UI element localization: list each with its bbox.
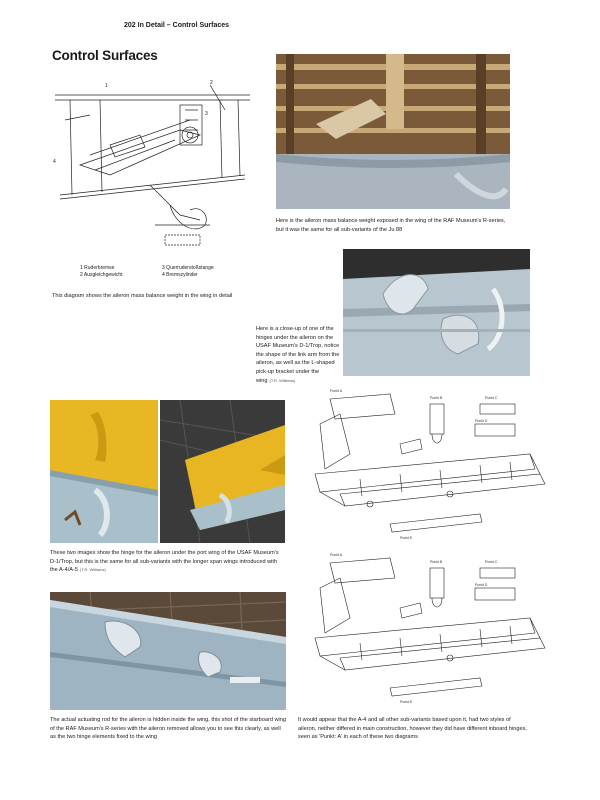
svg-text:Punkt E: Punkt E	[400, 700, 413, 704]
photo-port-wing-hinge-right	[160, 400, 285, 543]
legend-item: 2 Ausgleichgewicht	[80, 272, 123, 278]
svg-text:2: 2	[210, 80, 213, 86]
svg-text:Punkt D: Punkt D	[475, 419, 488, 423]
svg-text:1: 1	[105, 83, 108, 89]
photo-credit: (T.R. Williams)	[80, 567, 106, 573]
page-title: Control Surfaces	[52, 48, 158, 63]
svg-text:Punkt A: Punkt A	[330, 389, 343, 393]
photo-starboard-wing-actuating-rod	[50, 592, 286, 710]
caption-photo-1: Here is the aileron mass balance weight exposed in the wing of the RAF Museum's R-series, but it was the same for all sub-variants of the Ju 88	[276, 218, 506, 233]
svg-text:Punkt B: Punkt B	[430, 396, 443, 400]
legend-item: 4 Bremszylinder	[162, 272, 198, 278]
legend-item: 3 Querruderstoßstange	[162, 265, 214, 271]
svg-text:4: 4	[53, 159, 56, 165]
svg-text:Punkt E: Punkt E	[400, 536, 413, 540]
caption-diagrams-right: It would appear that the A-4 and all other sub-variants based upon it, had two styles of aileron, neither differed in main construction, however they did have different inboard hinges, seen as 'Punkt: A' in each of these two diagrams	[298, 717, 527, 741]
running-header: 202 In Detail – Control Surfaces	[124, 22, 230, 29]
aileron-assembly-drawing-1	[300, 384, 550, 544]
svg-text:Punkt A: Punkt A	[330, 553, 343, 557]
svg-text:Punkt C: Punkt C	[485, 396, 498, 400]
aileron-mass-balance-drawing	[50, 75, 255, 260]
caption-diagram: This diagram shows the aileron mass balance weight in the wing in detail	[52, 293, 233, 299]
caption-photo-3-4-text: These two images show the hinge for the aileron under the port wing of the USAF Museum's D-1/Trop, but this is the same for all sub-variants with the longer span wings introduced with the A-4/A-5	[50, 550, 279, 574]
caption-photo-3-4	[50, 549, 285, 575]
svg-text:Punkt C: Punkt C	[485, 560, 498, 564]
diagram-legend	[80, 265, 232, 279]
svg-text:3: 3	[205, 111, 208, 117]
photo-port-wing-hinge-left	[50, 400, 158, 543]
svg-text:Punkt B: Punkt B	[430, 560, 443, 564]
caption-photo-2-text: Here is a close-up of one of the hinges under the aileron on the USAF Museum's D-1/Trop, notice the shape of the link arm from the aileron, as well as the L-shaped pick-up bracket under the wing	[256, 326, 340, 384]
svg-text:Punkt D: Punkt D	[475, 583, 488, 587]
photo-mass-balance-weight	[276, 54, 510, 209]
aileron-assembly-drawing-2	[300, 548, 550, 708]
legend-item: 1 Ruderbremse	[80, 265, 115, 271]
photo-credit: (T.R. Williams)	[269, 377, 296, 383]
photo-aileron-hinge-closeup	[343, 249, 530, 376]
caption-photo-5: The actual actuating rod for the aileron is hidden inside the wing, this shot of the starboard wing of the RAF Museum's R-series with the aileron removed allows you to see this clearly, as well as the two hinge elements fixed to the wing	[50, 717, 287, 741]
caption-photo-2	[256, 325, 341, 385]
